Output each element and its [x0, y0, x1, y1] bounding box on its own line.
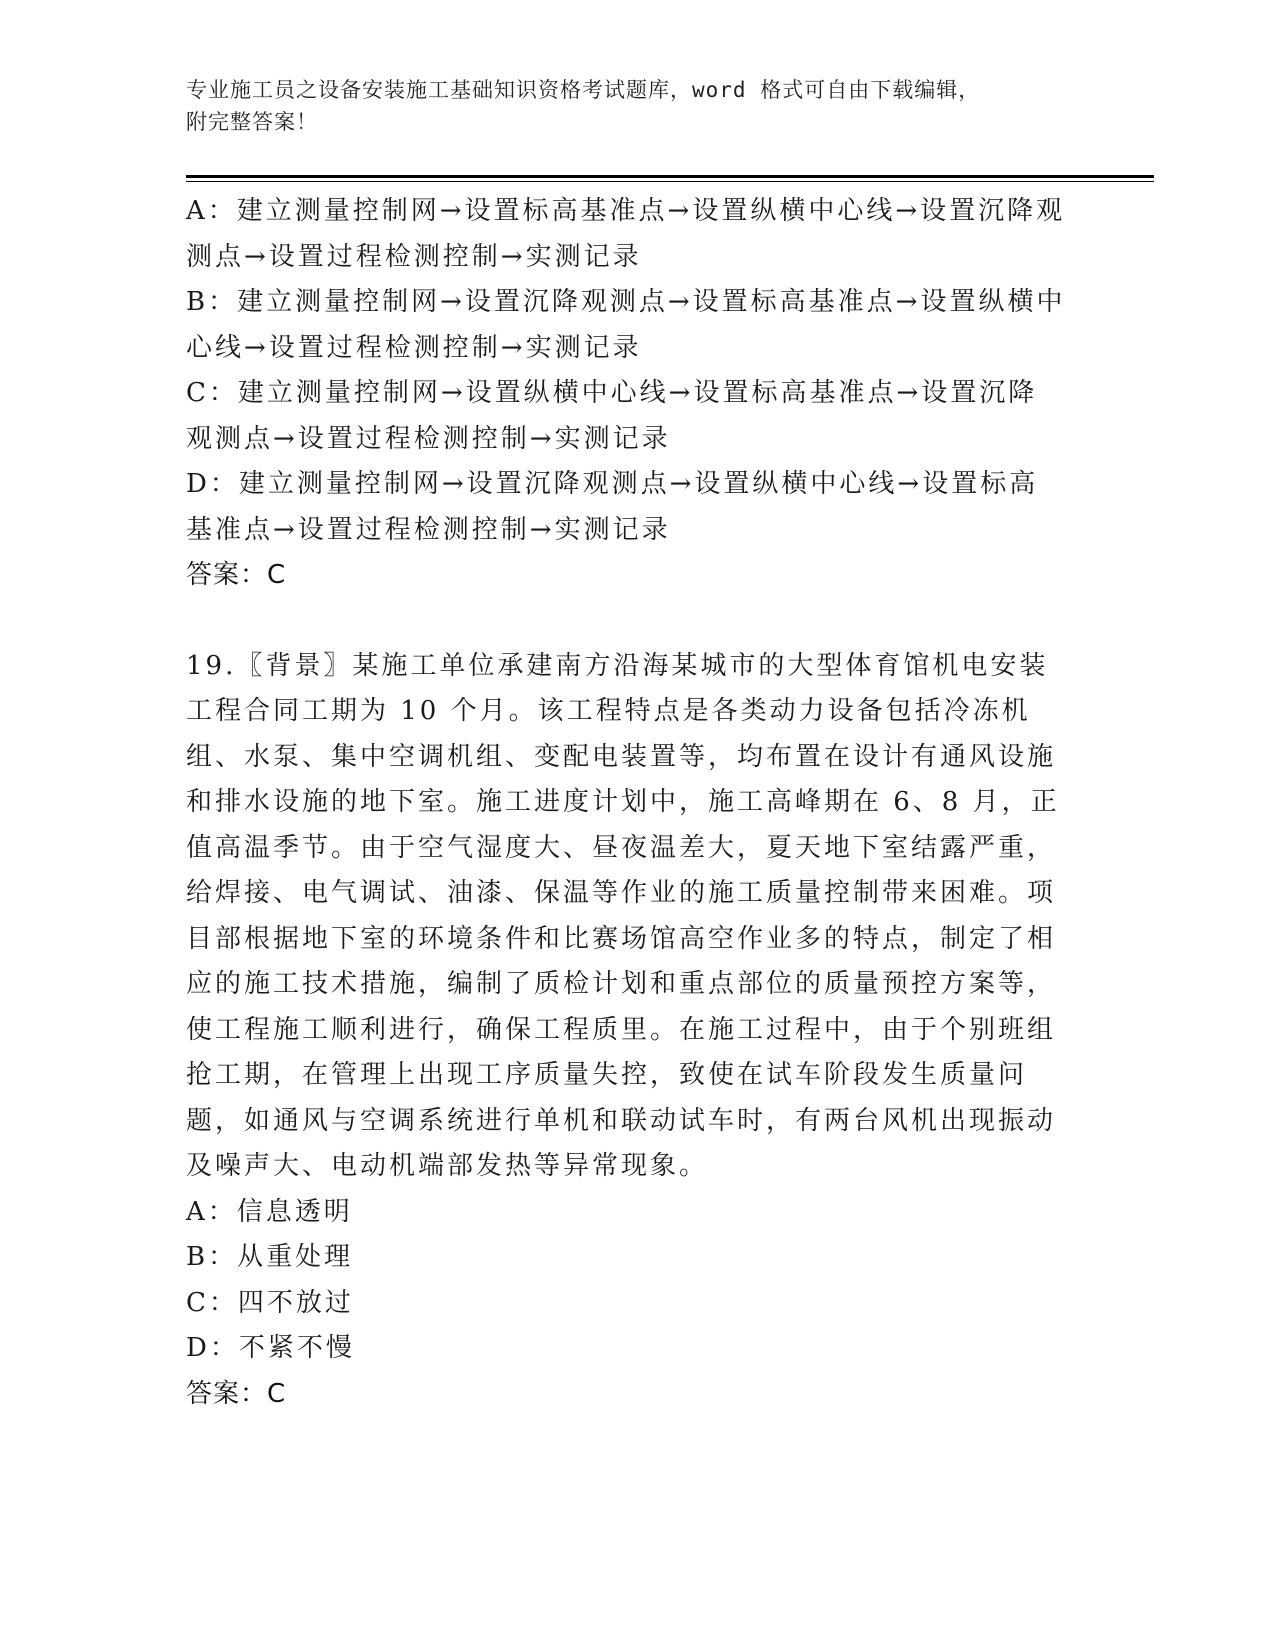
option-b: B：建立测量控制网→设置沉降观测点→设置标高基准点→设置纵横中心线→设置过程检测控制→实测记录	[186, 287, 1066, 363]
question-19	[186, 644, 1066, 1418]
answer: 答案：C	[186, 560, 287, 590]
option-c: C：四不放过	[186, 1287, 354, 1318]
answer: 答案：C	[186, 1378, 287, 1409]
header-line-2: 附完整答案！	[186, 110, 318, 134]
header-rule-thin	[186, 181, 1154, 182]
question-stem: 19.〖背景〗某施工单位承建南方沿海某城市的大型体育馆机电安装工程合同工期为 10 个月。该工程特点是各类动力设备包括冷冻机组、水泵、集中空调机组、变配电装置等，均布置在设计有通风设施和排水设施的地下室。施工进度计划中，施工高峰期在 6、8 月，正值高温季节。由于空气湿度大、昼夜温差大，夏天地下室结露严重，给焊接、电气调试、油漆、保温等作业的施工质量控制带来困难。项目部根据地下室的环境条件和比赛场馆高空作业多的特点，制定了相应的施工技术措施，编制了质检计划和重点部位的质量预控方案等，使工程施工顺利进行，确保工程质里。在施工过程中，由于个别班组抢工期，在管理上出现工序质量失控，致使在试车阶段发生质量问题，如通风与空调系统进行单机和联动试车时，有两台风机出现振动及噪声大、电动机端部发热等异常现象。	[186, 650, 1060, 1181]
option-a: A：建立测量控制网→设置标高基准点→设置纵横中心线→设置沉降观测点→设置过程检测控制→实测记录	[186, 196, 1066, 272]
document-body	[186, 189, 1066, 1417]
header-line-1: 专业施工员之设备安装施工基础知识资格考试题库，word 格式可自由下载编辑，	[186, 78, 981, 102]
document-header	[186, 74, 1066, 138]
option-c: C：建立测量控制网→设置纵横中心线→设置标高基准点→设置沉降观测点→设置过程检测控制→实测记录	[186, 378, 1038, 454]
question-18	[186, 189, 1066, 599]
question-spacer	[186, 599, 1066, 644]
option-d: D：建立测量控制网→设置沉降观测点→设置纵横中心线→设置标高基准点→设置过程检测控制→实测记录	[186, 469, 1039, 545]
option-b: B：从重处理	[186, 1242, 354, 1272]
header-rule-thick	[186, 175, 1154, 178]
option-a: A：信息透明	[186, 1196, 353, 1227]
option-d: D：不紧不慢	[186, 1333, 355, 1363]
